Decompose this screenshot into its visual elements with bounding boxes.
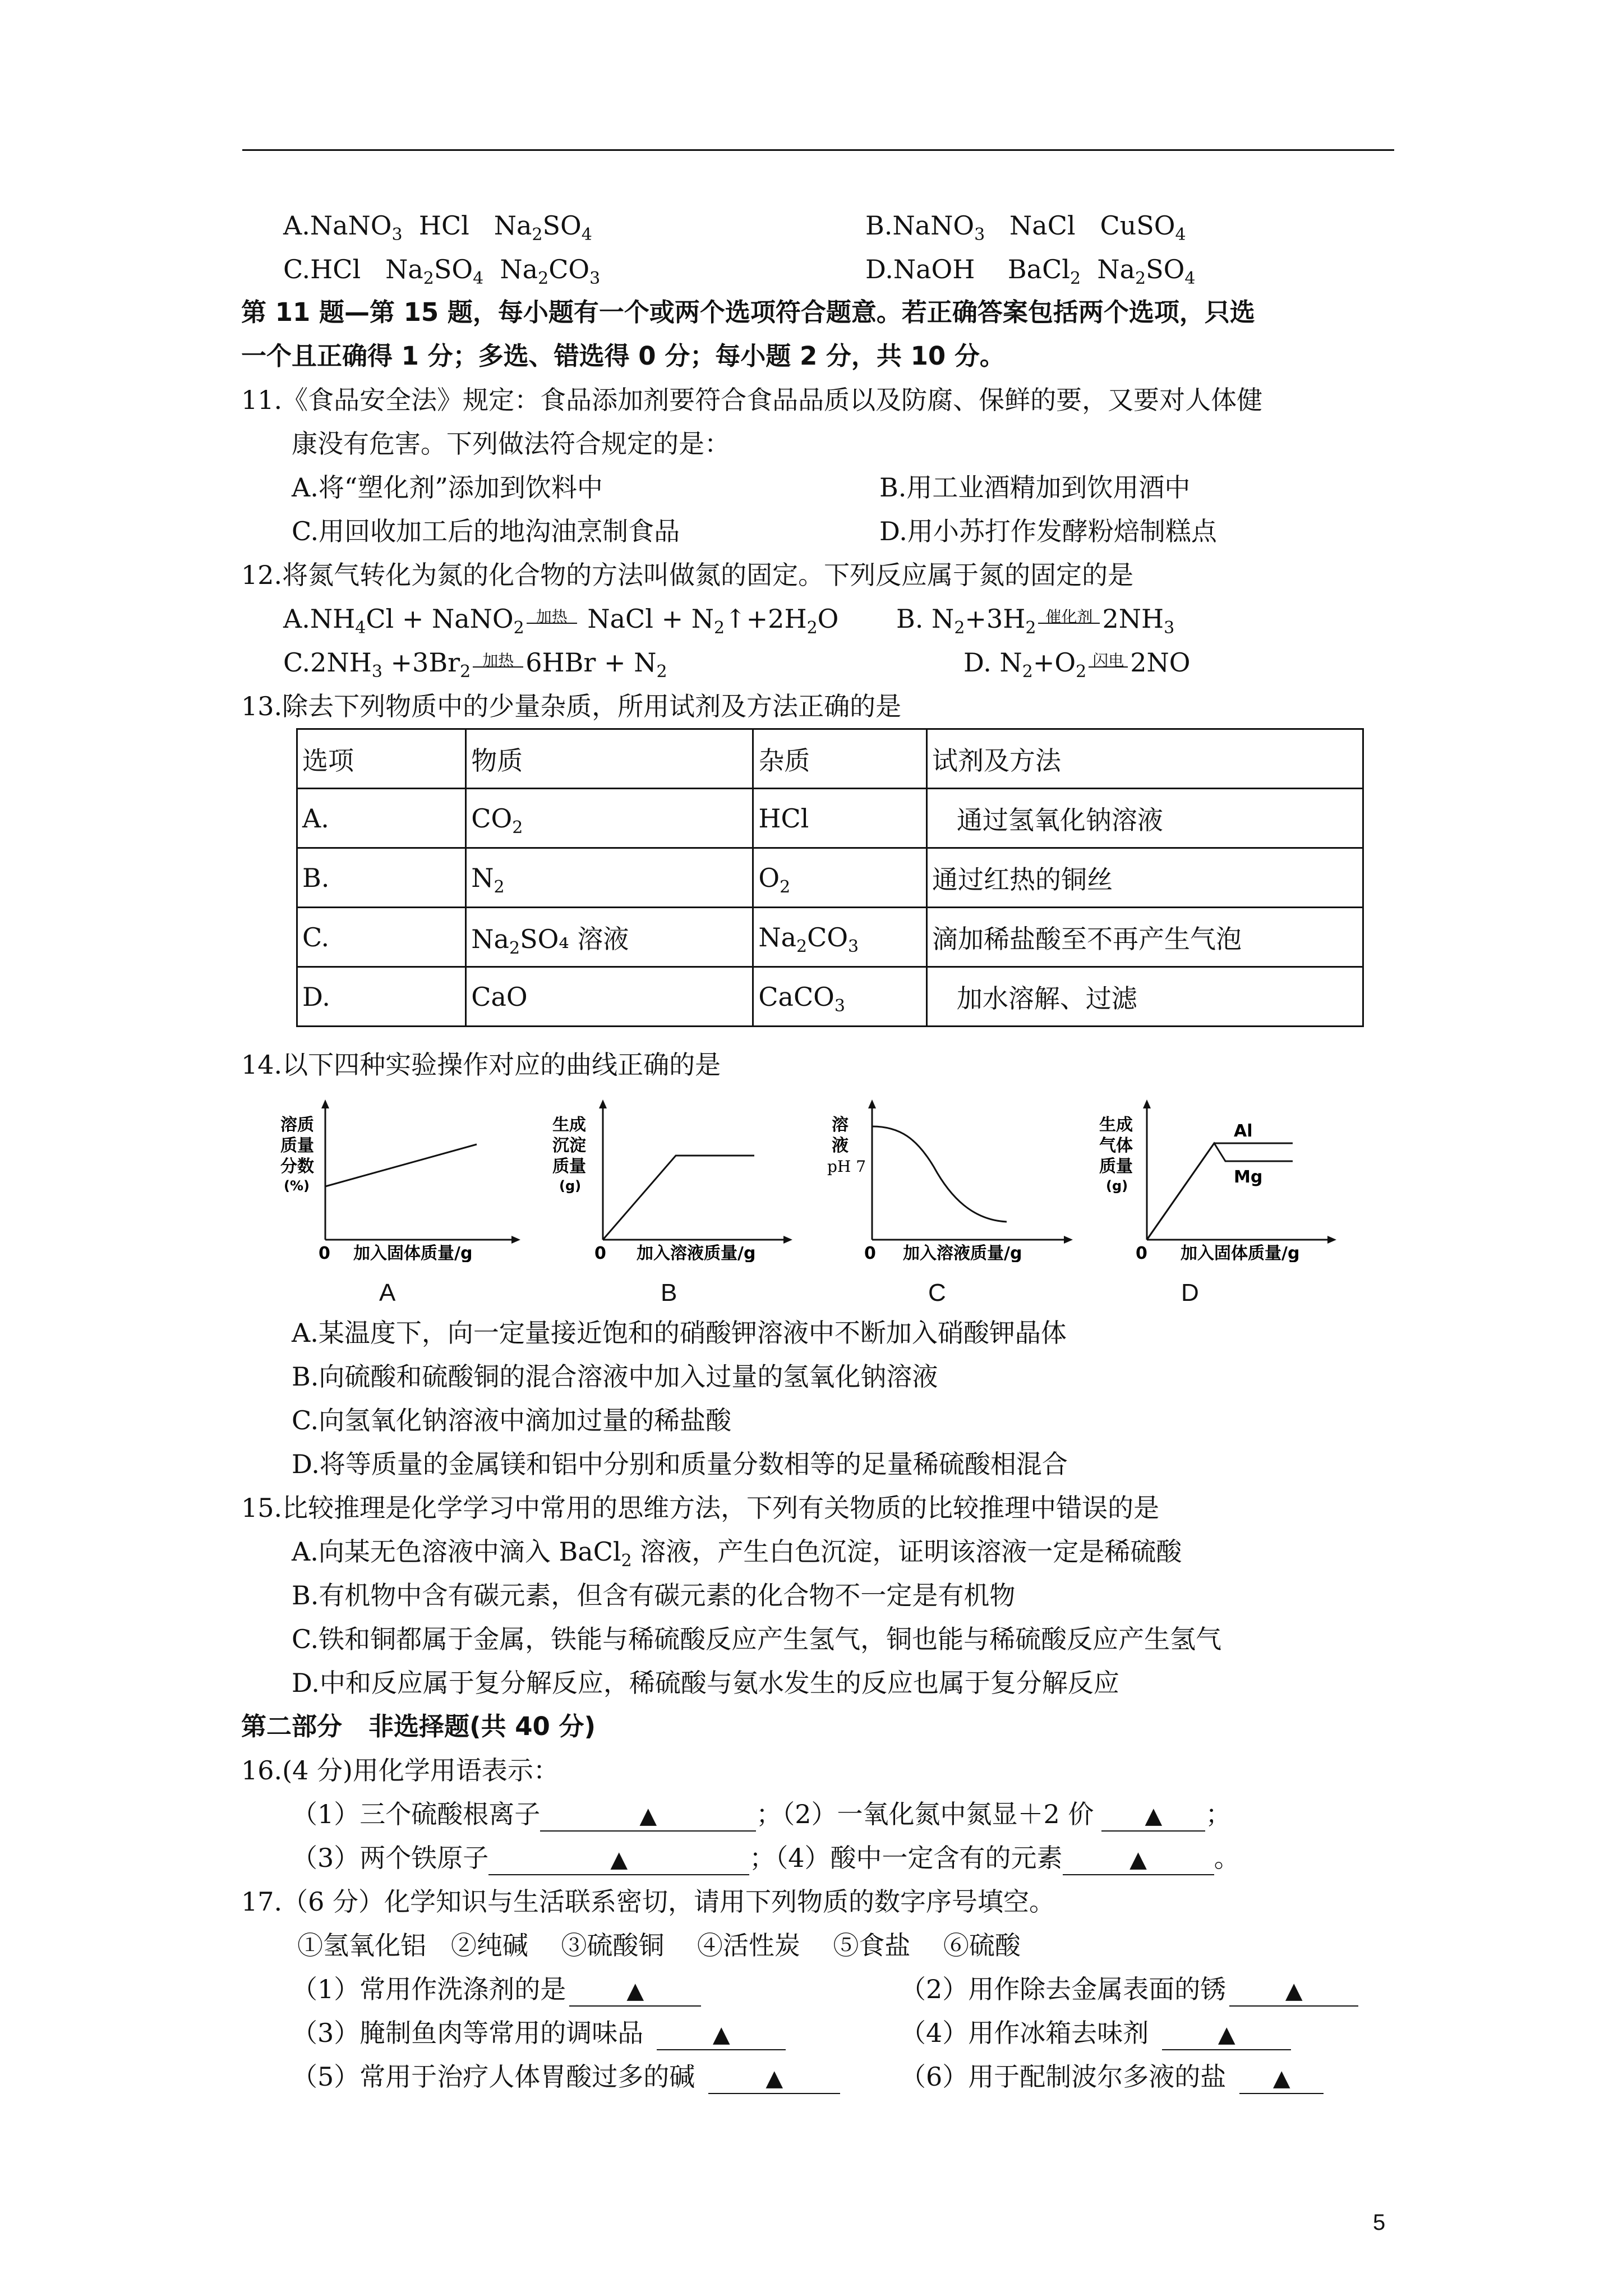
- graph-d-series-mg: Mg: [1234, 1167, 1263, 1187]
- q16-stem: 16.(4 分)用化学用语表示：: [241, 1755, 559, 1786]
- graph-b-y-arrow: [599, 1099, 607, 1108]
- q15-option-b: B.有机物中含有碳元素，但含有碳元素的化合物不一定是有机物: [292, 1580, 1016, 1611]
- answer-blank[interactable]: ▲: [1239, 2064, 1324, 2094]
- graph-b-ylabel-3: 质量: [552, 1157, 586, 1176]
- graph-a-ylabel-2: 质量: [280, 1136, 314, 1156]
- q13-table: [296, 728, 1364, 1027]
- answer-blank[interactable]: ▲: [1162, 2020, 1291, 2050]
- table-cell-substance: $N_2$: [466, 848, 753, 908]
- q11-option-c: C.用回收加工后的地沟油烹制食品: [292, 516, 680, 546]
- table-cell-impurity: HCl: [753, 789, 927, 848]
- q10-option-d: D.NaOH BaCl$_2$ $Na_2SO_4$: [865, 254, 1196, 288]
- table-cell-substance: CaO: [466, 967, 753, 1027]
- answer-blank[interactable]: ▲: [1229, 1976, 1358, 2007]
- q12-option-a: $A.NH_4Cl$ + NaNO$_2$ 加热 NaCl + $N_2↑+2H_2O$: [283, 604, 839, 638]
- graph-a-ylabel-3: 分数: [280, 1157, 314, 1176]
- q11-stem-line-2: 康没有危害。下列做法符合规定的是：: [292, 429, 730, 459]
- section-note-line-2: 一个且正确得 1 分；多选、错选得 0 分；每小题 2 分，共 10 分。: [241, 341, 1005, 371]
- q17-item-1: （1）常用作洗涤剂的是 ▲: [292, 1972, 701, 2007]
- q17-choices: ①氢氧化铝 ②纯碱 ③硫酸铜 ④活性炭 ⑤食盐 ⑥硫酸: [297, 1930, 1021, 1961]
- table-cell-impurity: $O_2$: [753, 848, 927, 908]
- table-header-row: [297, 729, 1363, 789]
- table-cell-method: 通过氢氧化钠溶液: [927, 789, 1363, 848]
- answer-blank[interactable]: ▲: [540, 1801, 756, 1832]
- q12-option-d: D. $N_2+O_2$ 闪电 2NO: [963, 647, 1191, 682]
- answer-blank[interactable]: ▲: [488, 1845, 749, 1875]
- answer-blank[interactable]: ▲: [1063, 1845, 1214, 1875]
- answer-blank[interactable]: ▲: [569, 1976, 701, 2007]
- table-row: [297, 789, 1363, 848]
- graph-c-y-arrow: [868, 1099, 876, 1108]
- table-cell-method: 滴加稀盐酸至不再产生气泡: [927, 908, 1363, 967]
- graph-b-ylabel-2: 沉淀: [552, 1136, 586, 1156]
- answer-blank[interactable]: ▲: [708, 2064, 840, 2094]
- q17-item-6: （6）用于配制波尔多液的盐 ▲: [900, 2060, 1324, 2094]
- q17-item-2: （2）用作除去金属表面的锈 ▲: [900, 1972, 1358, 2007]
- graph-c-ylabel-3: pH 7: [827, 1157, 866, 1176]
- table-cell-method: 通过红热的铜丝: [927, 848, 1363, 908]
- graph-c-curve: [872, 1126, 1007, 1222]
- table-cell-option: D.: [297, 967, 466, 1027]
- graph-d-curve-al: [1147, 1143, 1293, 1240]
- graph-c-xlabel: 加入溶液质量/g: [903, 1244, 1022, 1262]
- graph-b-label: B: [661, 1279, 677, 1306]
- graph-d: [1091, 1099, 1338, 1262]
- graph-b-ylabel-4: (g): [559, 1178, 582, 1194]
- table-cell-impurity: CaCO$_3$: [753, 967, 927, 1027]
- graph-b-origin: 0: [594, 1244, 606, 1262]
- table-cell-option: B.: [297, 848, 466, 908]
- graph-a-curve: [325, 1144, 477, 1186]
- reaction-condition-catalyst: 催化剂: [1038, 607, 1100, 635]
- graph-c-ylabel-2: 液: [832, 1136, 849, 1156]
- graph-b-curve: [603, 1156, 754, 1240]
- q15-option-c: C.铁和铜都属于金属，铁能与稀硫酸反应产生氢气，铜也能与稀硫酸反应产生氢气: [292, 1624, 1222, 1654]
- q11-option-a: A.将“塑化剂”添加到饮料中: [292, 472, 603, 503]
- graph-d-ylabel-2: 气体: [1099, 1136, 1133, 1156]
- graph-c: [822, 1099, 1074, 1262]
- graph-a-x-arrow: [511, 1236, 520, 1244]
- graph-d-x-arrow: [1327, 1236, 1336, 1244]
- table-row: [297, 967, 1363, 1027]
- table-header-cell: 物质: [466, 729, 753, 789]
- graph-d-ylabel-3: 质量: [1099, 1157, 1133, 1176]
- graph-d-origin: 0: [1136, 1244, 1147, 1262]
- graph-c-ylabel-1: 溶: [832, 1115, 849, 1135]
- graph-d-xlabel: 加入固体质量/g: [1181, 1244, 1300, 1262]
- q12-option-c: $C.2NH_3 +3Br_2$ 加热 $6HBr + N_2$: [283, 647, 667, 682]
- q17-item-4: （4）用作冰箱去味剂 ▲: [900, 2016, 1291, 2050]
- table-cell-substance: $CO_2$: [466, 789, 753, 848]
- table-cell-substance: $Na_2SO_4$ 溶液: [466, 908, 753, 967]
- reaction-condition-heat: 加热: [527, 607, 577, 635]
- graph-b: [547, 1099, 794, 1262]
- table-header-cell: 选项: [297, 729, 466, 789]
- table-row: [297, 908, 1363, 967]
- q15-option-a: A.向某无色溶液中滴入 BaCl$_2$ 溶液，产生白色沉淀，证明该溶液一定是稀硫酸: [292, 1536, 1182, 1571]
- graph-d-curve-mg: [1147, 1143, 1293, 1240]
- q17-stem: 17.（6 分）化学知识与生活联系密切，请用下列物质的数字序号填空。: [241, 1887, 1055, 1917]
- q14-option-d: D.将等质量的金属镁和铝中分别和质量分数相等的足量稀硫酸相混合: [292, 1449, 1068, 1479]
- graph-a-origin: 0: [319, 1244, 330, 1262]
- table-header-cell: 杂质: [753, 729, 927, 789]
- q17-item-5: （5）常用于治疗人体胃酸过多的碱 ▲: [292, 2060, 840, 2094]
- q12-option-b: B. $N_2+3H_2$ 催化剂 $2NH_3$: [896, 604, 1175, 638]
- table-cell-impurity: $Na_2CO_3$: [753, 908, 927, 967]
- graph-b-xlabel: 加入溶液质量/g: [637, 1244, 756, 1262]
- table-header-cell: 试剂及方法: [927, 729, 1363, 789]
- q14-option-b: B.向硫酸和硫酸铜的混合溶液中加入过量的氢氧化钠溶液: [292, 1361, 938, 1392]
- reaction-condition-lightning: 闪电: [1089, 651, 1128, 679]
- graph-c-label: C: [928, 1279, 946, 1306]
- section-note-line-1: 第 11 题—第 15 题，每小题有一个或两个选项符合题意。若正确答案包括两个选项，只选: [241, 297, 1255, 327]
- graph-c-origin: 0: [864, 1244, 876, 1262]
- q16-line-2: （3）两个铁原子 ▲ ；（4）酸中一定含有的元素 ▲ 。: [292, 1841, 1240, 1875]
- page-number: 5: [1373, 2210, 1386, 2235]
- graph-b-ylabel-1: 生成: [552, 1115, 586, 1135]
- q17-item-3: （3）腌制鱼肉等常用的调味品 ▲: [292, 2016, 786, 2050]
- q14-stem: 14.以下四种实验操作对应的曲线正确的是: [241, 1050, 721, 1080]
- graph-a: [264, 1099, 522, 1262]
- reaction-condition-heat: 加热: [473, 651, 523, 679]
- graph-a-ylabel-1: 溶质: [280, 1115, 314, 1135]
- graph-d-series-al: Al: [1234, 1121, 1253, 1141]
- table-cell-option: C.: [297, 908, 466, 967]
- graph-a-label: A: [379, 1279, 396, 1306]
- table-cell-method: 加水溶解、过滤: [927, 967, 1363, 1027]
- graph-d-label: D: [1181, 1279, 1199, 1306]
- header-rule: [242, 149, 1394, 151]
- q10-option-b: B.NaNO$_3$ NaCl CuSO$_4$: [865, 210, 1186, 245]
- graph-a-xlabel: 加入固体质量/g: [353, 1244, 473, 1262]
- q12-stem: 12.将氮气转化为氮的化合物的方法叫做氮的固定。下列反应属于氮的固定的是: [241, 560, 1134, 590]
- q14-option-c: C.向氢氧化钠溶液中滴加过量的稀盐酸: [292, 1405, 732, 1435]
- part2-title: 第二部分 非选择题(共 40 分): [241, 1711, 596, 1741]
- q10-option-c: C.HCl $Na_2SO_4$ $Na_2CO_3$: [283, 254, 601, 288]
- answer-blank[interactable]: ▲: [1101, 1801, 1205, 1832]
- table-row: [297, 848, 1363, 908]
- q11-stem-line-1: 11.《食品安全法》规定：食品添加剂要符合食品品质以及防腐、保鲜的要，又要对人体健: [241, 385, 1263, 415]
- graph-d-ylabel-4: (g): [1106, 1178, 1128, 1194]
- q11-option-d: D.用小苏打作发酵粉焙制糕点: [879, 516, 1217, 546]
- answer-blank[interactable]: ▲: [657, 2020, 786, 2050]
- q14-option-a: A.某温度下，向一定量接近饱和的硝酸钾溶液中不断加入硝酸钾晶体: [292, 1318, 1067, 1348]
- q16-line-1: （1）三个硫酸根离子 ▲ ；（2）一氧化氮中氮显＋2 价 ▲ ；: [292, 1797, 1231, 1832]
- graph-b-x-arrow: [783, 1236, 792, 1244]
- graph-d-ylabel-1: 生成: [1099, 1115, 1133, 1135]
- graph-c-x-arrow: [1064, 1236, 1073, 1244]
- graph-d-y-arrow: [1143, 1099, 1151, 1108]
- table-cell-option: A.: [297, 789, 466, 848]
- graph-a-ylabel-4: (%): [284, 1178, 310, 1194]
- q11-option-b: B.用工业酒精加到饮用酒中: [879, 472, 1191, 503]
- q15-stem: 15.比较推理是化学学习中常用的思维方法，下列有关物质的比较推理中错误的是: [241, 1493, 1160, 1523]
- q15-option-d: D.中和反应属于复分解反应，稀硫酸与氨水发生的反应也属于复分解反应: [292, 1668, 1119, 1698]
- q10-option-a: A.NaNO$_3$ HCl $Na_2SO_4$: [283, 210, 592, 245]
- q13-stem: 13.除去下列物质中的少量杂质，所用试剂及方法正确的是: [241, 691, 902, 721]
- graph-a-y-arrow: [321, 1099, 329, 1108]
